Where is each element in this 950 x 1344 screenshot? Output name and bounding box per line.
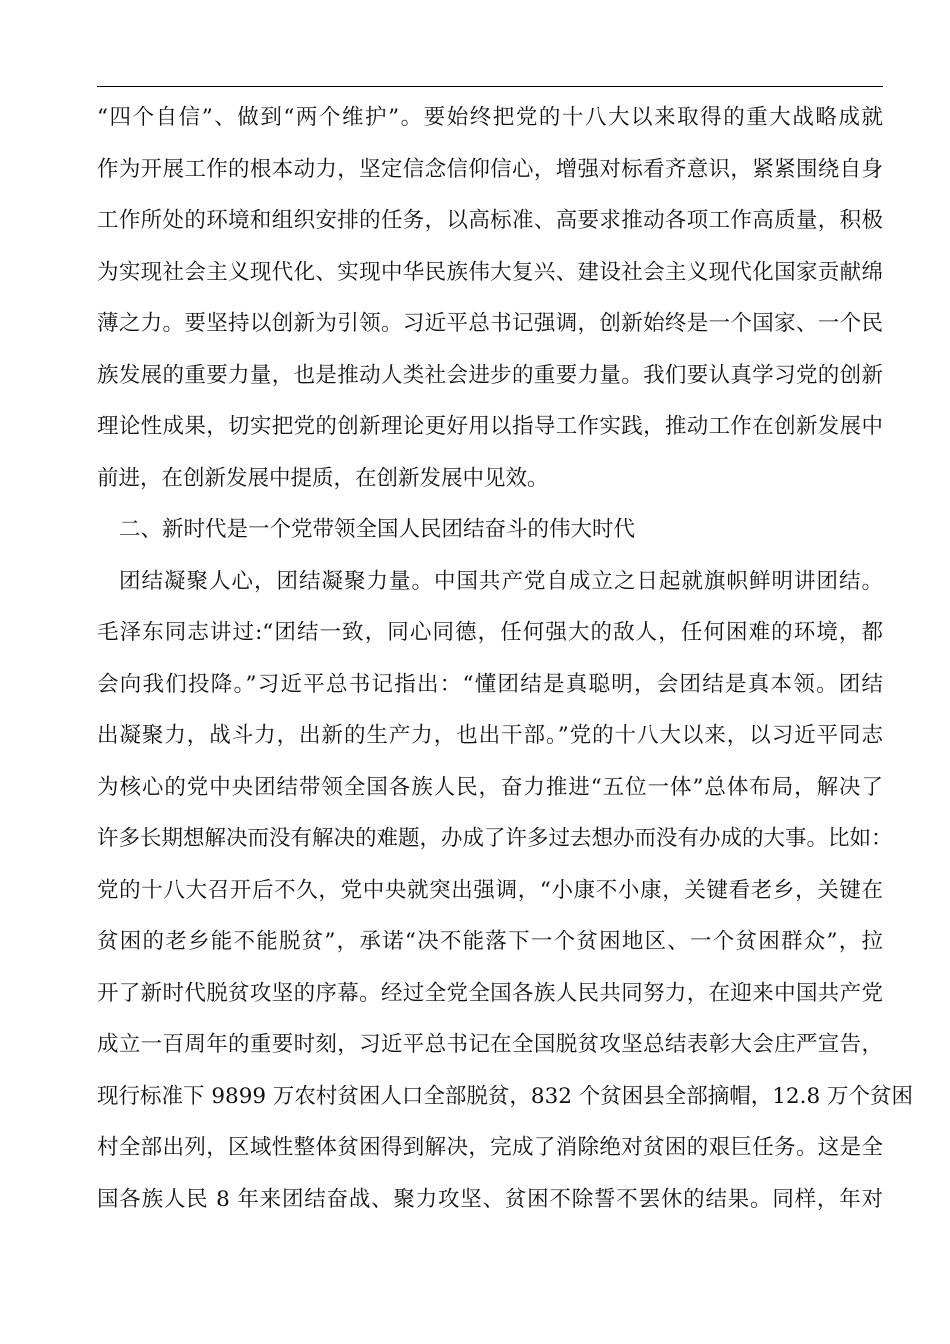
text-line: 贫困的老乡能不能脱贫”，承诺“决不能落下一个贫困地区、一个贫困群众”，拉 [97,929,883,954]
text-line: 出凝聚力，战斗力，出新的生产力，也出干部。”党的十八大以来，以习近平同志 [97,723,883,748]
text-line: 党的十八大召开后不久，党中央就突出强调，“小康不小康，关键看老乡，关键在 [97,877,883,903]
text-line: 许多长期想解决而没有解决的难题，办成了许多过去想办而没有办成的大事。比如： [97,826,893,851]
text-line: 团结凝聚人心，团结凝聚力量。中国共产党自成立之日起就旗帜鲜明讲团结。 [119,568,883,594]
text-line: 薄之力。要坚持以创新为引领。习近平总书记强调，创新始终是一个国家、一个民 [97,311,883,336]
section-heading: 二、新时代是一个党带领全国人民团结奋斗的伟大时代 [119,517,636,542]
text-line: 作为开展工作的根本动力，坚定信念信仰信心，增强对标看齐意识，紧紧围绕自身 [97,156,883,182]
text-line: “四个自信”、做到“两个维护”。要始终把党的十八大以来取得的重大战略成就 [97,105,883,130]
text-line: 开了新时代脱贫攻坚的序幕。经过全党全国各族人民共同努力，在迎来中国共产党 [97,980,883,1006]
text-line: 毛泽东同志讲过:“团结一致，同心同德，任何强大的敌人，任何困难的环境，都 [97,620,883,645]
text-line: 前进，在创新发展中提质，在创新发展中见效。 [97,465,549,491]
text-line: 会向我们投降。”习近平总书记指出：“懂团结是真聪明，会团结是真本领。团结 [97,671,883,697]
text-line: 族发展的重要力量，也是推动人类社会进步的重要力量。我们要认真学习党的创新 [97,362,883,388]
text-line: 为实现社会主义现代化、实现中华民族伟大复兴、建设社会主义现代化国家贡献绵 [97,259,883,285]
text-line: 成立一百周年的重要时刻，习近平总书记在全国脱贫攻坚总结表彰大会庄严宣告， [97,1032,883,1057]
text-line: 现行标准下 9899 万农村贫困人口全部脱贫，832 个贫困县全部摘帽，12.8 万个贫困 [97,1083,913,1109]
text-line: 国各族人民 8 年来团结奋战、聚力攻坚、贫困不除誓不罢休的结果。同样，年对 [97,1186,883,1212]
body-text [97,92,913,1225]
text-line: 为核心的党中央团结带领全国各族人民，奋力推进“五位一体”总体布局，解决了 [97,774,883,800]
text-line: 理论性成果，切实把党的创新理论更好用以指导工作实践，推动工作在创新发展中 [97,414,883,439]
header-rule [97,86,883,87]
text-line: 村全部出列，区域性整体贫困得到解决，完成了消除绝对贫困的艰巨任务。这是全 [97,1135,883,1160]
text-line: 工作所处的环境和组织安排的任务，以高标准、高要求推动各项工作高质量，积极 [97,208,883,233]
